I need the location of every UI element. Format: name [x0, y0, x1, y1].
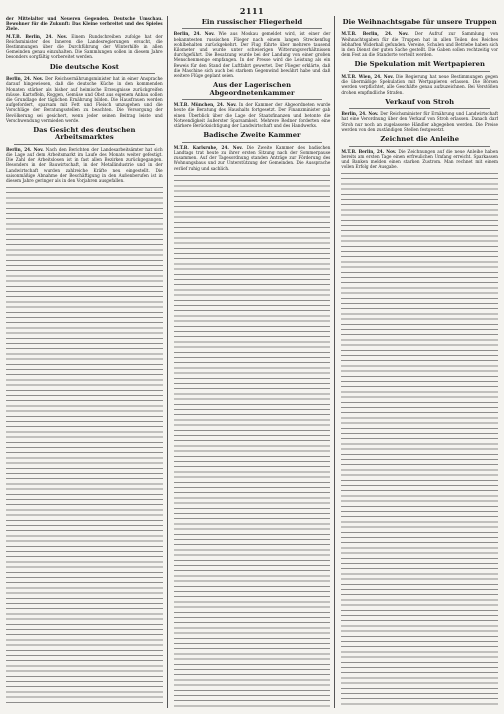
- column-print-filler: [6, 187, 163, 706]
- article-headline: Ein russischer Fliegerheld: [201, 18, 303, 26]
- article-headline: Verkauf von Stroh: [385, 97, 455, 106]
- article-body-text: Der Reichsernährungsminister hat in einer Ansprache darauf hingewiesen, daß die deutsche Küche in den kommenden Monaten stärker als bisher auf heimische Erzeugnisse zurückgreifen müsse. Kartoffeln, Roggen, Gemüse und Obst aus eigenem Anbau sollen die Grundlage der täglichen Ernährung bilden. Die Hausfrauen werden aufgefordert, sparsam mit Fett und Fleisch umzugehen und die Vorschläge der Beratungsstellen zu beachten. Die Versorgung der Bevölkerung sei gesichert, wenn jeder seinen Beitrag leiste und Verschwendung vermieden werde.: [6, 76, 163, 123]
- article-dateline: Berlin, 24. Nov.: [6, 146, 44, 152]
- article-body: [341, 74, 498, 95]
- headline-rule: [182, 28, 323, 29]
- headline-rule: [182, 142, 323, 143]
- article-headline: Die Spekulation mit Wertpapieren: [354, 60, 485, 69]
- article-dateline: M.T.B. Berlin, 24. Nov.: [341, 148, 397, 154]
- article: [6, 127, 163, 183]
- article-body-text: Nach den Berichten der Landesarbeitsämter hat sich die Lage auf dem Arbeitsmarkt im Laufe des Monats weiter gefestigt. Die Zahl der Arbeitslosen ist in fast allen Bezirken zurückgegangen. Besonders in der Bauwirtschaft, in der Metallindustrie und in der Landwirtschaft wurden zahlreiche Kräfte neu eingestellt. Die saisonmäßige Abnahme der Beschäftigung in den Außenberufen ist in diesem Jahre geringer als in den Vorjahren ausgefallen.: [6, 146, 163, 184]
- article-body-text: Der Reichsminister für Ernährung und Landwirtschaft hat eine Verordnung über den Verkauf von Stroh erlassen. Danach darf Stroh nur noch an zugelassene Händler abgegeben werden. Die Preise werden von den zuständigen Stellen festgesetzt.: [341, 111, 498, 132]
- article-headline: Die deutsche Kost: [49, 62, 119, 71]
- article-body-text: Wie aus Moskau gemeldet wird, ist einer der bekanntesten russischen Flieger nach einem langen Streckenflug wohlbehalten zurückgekehrt. Der Flug führte über mehrere tausend Kilometer und wurde unter schwierigen Witterungsverhältnissen durchgeführt. Die Besatzung wurde bei der Landung von einer großen Menschenmenge empfangen. In der Presse wird die Leistung als ein Beweis für den Stand der Luftfahrt gewertet. Der Flieger erklärte, daß die Maschine sich auch bei starkem Gegenwind bewährt habe und daß weitere Flüge geplant seien.: [173, 31, 331, 79]
- article: [174, 19, 331, 78]
- article-dateline: Berlin, 24. Nov.: [173, 31, 215, 37]
- article-dateline: M.T.B. Karlsruhe, 24. Nov.: [173, 144, 243, 150]
- article-headline: Das Gesicht des deutschen Arbeitsmarktes: [33, 125, 136, 142]
- article-body: [341, 31, 498, 57]
- article-body: [6, 147, 163, 183]
- headline-rule: [349, 108, 490, 109]
- article: [341, 99, 498, 132]
- column-2: [174, 16, 336, 708]
- column-print-filler: [174, 175, 331, 708]
- article: [174, 82, 331, 128]
- article-body: [341, 149, 498, 170]
- article: [341, 61, 498, 94]
- article-body-text: Der Aufruf zur Sammlung von Weihnachtsgaben für die Truppen hat in allen Teilen des Reiches lebhaften Widerhall gefunden. Vereine, Schulen und Betriebe haben sich in den Dienst der guten Sache gestellt. Die Gaben sollen rechtzeitig vor dem Fest an die Standorte verteilt werden.: [341, 31, 498, 58]
- article-dateline: Berlin, 24. Nov.: [341, 111, 379, 117]
- article-headline: Aus der Lagerischen Abgeordnetenkammer: [209, 81, 295, 97]
- article-body-text: Die Zweite Kammer des badischen Landtags trat heute zu ihrer ersten Sitzung nach der Sommerpause zusammen. Auf der Tagesordnung standen Anträge zur Förderung des Wohnungsbaus und zur Unterstützung der Gemeinden. Die Aussprache verlief ruhig und sachlich.: [173, 144, 331, 171]
- column-print-filler: [341, 173, 498, 708]
- article-dateline: M.T.B. Berlin, 24. Nov.: [341, 31, 409, 37]
- article-headline: Die Weihnachtsgabe für unsere Truppen: [342, 18, 497, 26]
- article-body-text: Die Zeichnungen auf die neue Anleihe haben bereits am ersten Tage einen erfreulichen Umfang erreicht. Sparkassen und Banken melden einen starken Zustrom. Man rechnet mit einem vollen Erfolg der Ausgabe.: [341, 148, 498, 170]
- article-dateline: M.T.B. Berlin, 24. Nov.: [6, 33, 68, 39]
- article-headline: Zeichnet die Anleihe: [380, 135, 460, 144]
- article-intro: der Mittelalter und Neueren Gegenden. Deutsche Umschau. Bewohner für die Zukunft: Das Kleine verbreitet und des Spieles Ziele.: [6, 16, 163, 32]
- headline-rule: [349, 146, 490, 147]
- column-1: [6, 16, 168, 708]
- article-body: [174, 145, 331, 171]
- article-body-text: Die Regierung hat neue Bestimmungen gegen die übermäßige Spekulation mit Wertpapieren erlassen. Die Börsen werden verpflichtet, alle Geschäfte genau aufzuzeichnen. Bei Verstößen drohen empfindliche Strafen.: [341, 73, 498, 95]
- article-body-text: In der Kammer der Abgeordneten wurde heute die Beratung des Haushalts fortgesetzt. Der Finanzminister gab einen Überblick über die Lage der Staatsfinanzen und betonte die Notwendigkeit äußerster Sparsamkeit. Mehrere Redner forderten eine stärkere Berücksichtigung der Landwirtschaft und des Handwerks.: [173, 102, 331, 129]
- article-dateline: M.T.B. München, 24. Nov.: [173, 102, 237, 108]
- article-body: [6, 76, 163, 123]
- headline-rule: [14, 73, 155, 74]
- headline-rule: [349, 28, 490, 29]
- headline-rule: [182, 99, 323, 100]
- newspaper-page: [6, 6, 498, 708]
- headline-rule: [14, 144, 155, 145]
- article-dateline: Berlin, 24. Nov.: [6, 76, 44, 82]
- article: [6, 16, 163, 60]
- article-body: [174, 102, 331, 128]
- article: [6, 64, 163, 123]
- article: [341, 136, 498, 169]
- article-body: [341, 111, 498, 132]
- article-dateline: M.T.B. Wien, 24. Nov.: [341, 73, 394, 79]
- column-3: [341, 16, 498, 708]
- article-body: [6, 34, 163, 60]
- headline-rule: [349, 71, 490, 72]
- article: [174, 132, 331, 170]
- article-body-text: Einem Rundschreiben zufolge hat der Reichsminister des Inneren die Landesregierungen ersucht, die Bestimmungen über die Durchführung der Winterhilfe in allen Gemeinden genau einzuhalten. Die Sammlungen sollen in diesem Jahre besonders sorgfältig vorbereitet werden.: [6, 33, 163, 60]
- article-headline: Badische Zweite Kammer: [203, 131, 301, 140]
- article-body: [174, 31, 331, 78]
- columns: [6, 16, 498, 708]
- article: [341, 19, 498, 57]
- page-number: 2111: [239, 6, 265, 16]
